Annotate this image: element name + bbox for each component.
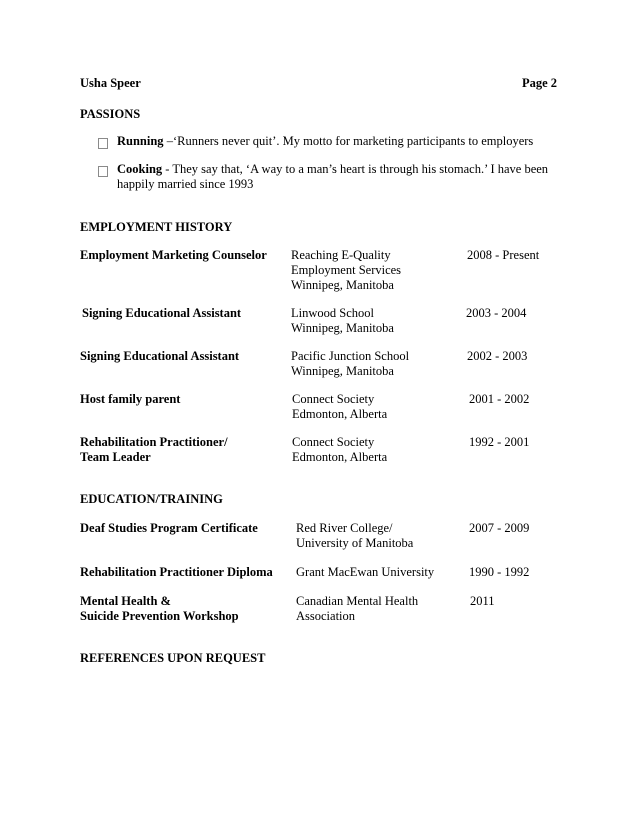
job-title: Employment Marketing Counselor [80, 248, 267, 262]
education-dates: 1990 - 1992 [469, 565, 530, 579]
passions-heading: PASSIONS [80, 107, 141, 121]
job-dates: 2003 - 2004 [466, 306, 527, 320]
job-organization: Reaching E-Quality Employment Services Winnipeg, Manitoba [291, 248, 402, 292]
education-title: Deaf Studies Program Certificate [80, 521, 258, 535]
job-title: Rehabilitation Practitioner/ Team Leader [80, 435, 228, 464]
job-title: Host family parent [80, 392, 181, 406]
passion-title: Cooking [117, 162, 163, 176]
education-dates: 2011 [470, 594, 495, 608]
job-dates: 2001 - 2002 [469, 392, 530, 406]
job-organization: Pacific Junction School Winnipeg, Manitoba [291, 349, 410, 378]
education-heading: EDUCATION/TRAINING [80, 492, 223, 506]
job-dates: 1992 - 2001 [469, 435, 530, 449]
passion-item-cooking [117, 162, 548, 192]
employment-heading: EMPLOYMENT HISTORY [80, 220, 233, 234]
bullet-box-icon [98, 138, 108, 149]
education-institution: Grant MacEwan University [296, 565, 435, 579]
job-title: Signing Educational Assistant [80, 349, 240, 363]
passion-title: Running [117, 134, 164, 148]
job-dates: 2008 - Present [467, 248, 540, 262]
education-title: Rehabilitation Practitioner Diploma [80, 565, 273, 579]
education-title: Mental Health & Suicide Prevention Workshop [80, 594, 239, 623]
job-title: Signing Educational Assistant [82, 306, 242, 320]
page-number: Page 2 [522, 76, 558, 90]
passion-text: –‘Runners never quit’. My motto for marketing participants to employers [163, 134, 534, 148]
bullet-box-icon [98, 166, 108, 177]
passion-text-continued: happily married since 1993 [117, 177, 254, 191]
job-organization: Connect Society Edmonton, Alberta [292, 435, 388, 464]
passion-text: - They say that, ‘A way to a man’s heart is through his stomach.’ I have been [162, 162, 549, 176]
job-organization: Linwood School Winnipeg, Manitoba [291, 306, 394, 335]
education-dates: 2007 - 2009 [469, 521, 530, 535]
references-note: REFERENCES UPON REQUEST [80, 651, 266, 665]
education-institution: Red River College/ University of Manitoba [296, 521, 414, 550]
passion-item-running [117, 134, 533, 149]
job-dates: 2002 - 2003 [467, 349, 528, 363]
job-organization: Connect Society Edmonton, Alberta [292, 392, 388, 421]
education-institution: Canadian Mental Health Association [296, 594, 419, 623]
resume-name: Usha Speer [80, 76, 141, 90]
